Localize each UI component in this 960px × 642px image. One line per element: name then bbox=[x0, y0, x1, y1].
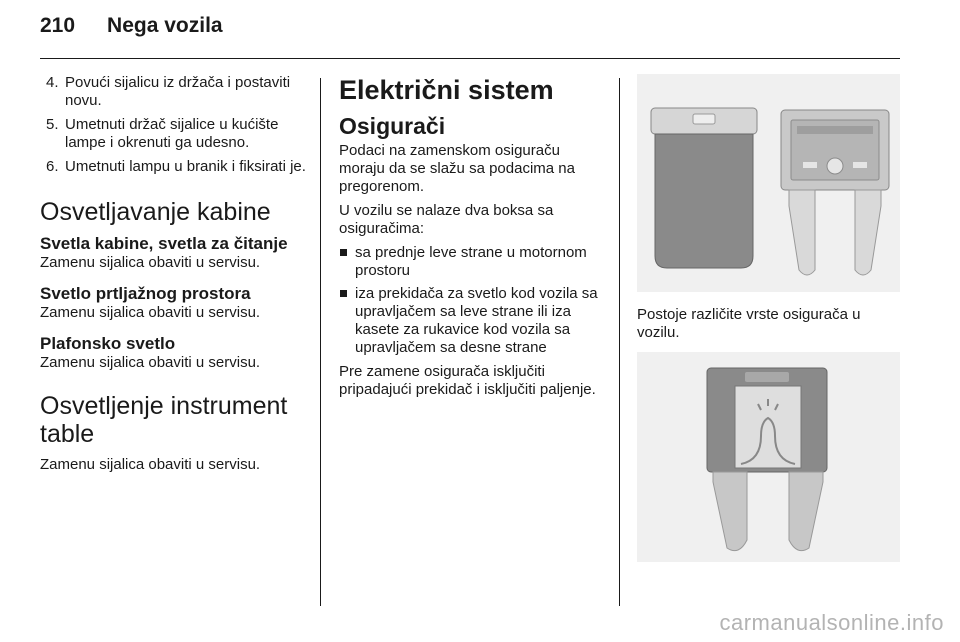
fuse-types-caption: Postoje različite vrste osigurača u vozilu. bbox=[637, 306, 861, 341]
watermark: carmanualsonline.info bbox=[719, 610, 944, 635]
header-rule bbox=[40, 58, 900, 59]
fusebox-list bbox=[339, 244, 607, 357]
list-item: sa prednje leve strane u motornom prostoru bbox=[339, 244, 607, 280]
page-header bbox=[40, 14, 223, 44]
bullet-icon bbox=[340, 249, 347, 256]
step-item: 6. Umetnuti lampu u branik i fiksirati je. bbox=[46, 158, 306, 175]
section-ceiling-light: Plafonsko svetlo Zamenu sijalica obaviti u servisu. bbox=[40, 334, 261, 371]
section-cabin-lights: Svetla kabine, svetla za čitanje Zamenu sijalica obaviti u servisu. bbox=[40, 234, 288, 271]
step-item: 5. Umetnuti držač sijalice u kućište lampe i okrenuti ga udesno. bbox=[46, 116, 279, 151]
fuse-para-3: Pre zamene osigurača isključiti pripadajući prekidač i isključiti paljenje. bbox=[339, 363, 596, 398]
heading-instrument-lighting: Osvetljenje instrument table bbox=[40, 392, 288, 448]
fuse-para-2: U vozilu se nalaze dva boksa sa osiguračima: bbox=[339, 202, 554, 237]
page-number: 210 bbox=[40, 14, 76, 37]
heading-electrical-system: Električni sistem bbox=[339, 75, 554, 105]
column-divider bbox=[619, 78, 620, 606]
column-3 bbox=[637, 74, 900, 562]
fuses-icon bbox=[637, 74, 900, 292]
section-trunk-light: Svetlo prtljažnog prostora Zamenu sijalica obaviti u servisu. bbox=[40, 284, 261, 321]
section-title: Nega vozila bbox=[107, 14, 223, 37]
column-1 bbox=[40, 74, 308, 480]
column-divider bbox=[320, 78, 321, 606]
heading-cabin-lighting: Osvetljavanje kabine bbox=[40, 198, 271, 226]
mini-fuse-icon bbox=[637, 352, 900, 562]
step-item: 4. Povući sijalicu iz držača i postaviti novu. bbox=[46, 74, 291, 109]
column-2 bbox=[339, 74, 607, 405]
step-list bbox=[40, 74, 308, 176]
list-item: iza prekidača za svetlo kod vozila sa upravljačem sa leve strane ili iza kasete za rukavice kod vozila sa upravljačem sa desne strane bbox=[339, 285, 607, 357]
mini-fuse-illustration bbox=[637, 352, 900, 562]
instrument-text: Zamenu sijalica obaviti u servisu. bbox=[40, 456, 261, 473]
bullet-icon bbox=[340, 290, 347, 297]
heading-fuses: Osigurači bbox=[339, 113, 446, 139]
fuse-types-illustration bbox=[637, 74, 900, 292]
fuse-para-1: Podaci na zamenskom osiguraču moraju da se slažu sa podacima na pregorenom. bbox=[339, 142, 575, 195]
